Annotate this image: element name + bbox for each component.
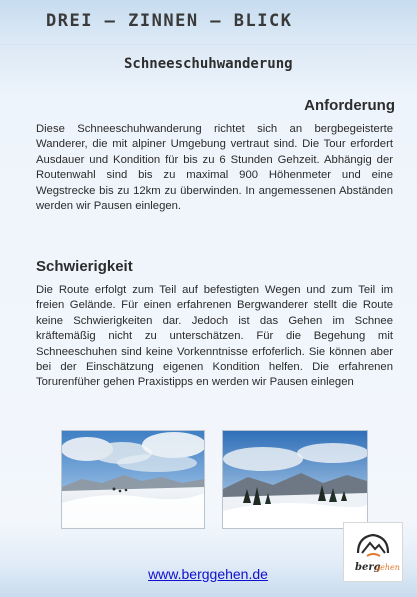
page-subtitle: Schneeschuhwanderung <box>124 56 293 72</box>
logo-text-gehen: gehen <box>375 563 400 572</box>
logo-text-berg: berg <box>355 562 381 573</box>
paragraph-anforderung: Diese Schneeschuhwanderung richtet sich an bergbegeisterte Wanderer, die mit alpiner Umgebung vertraut sind. Die Tour erfordert Ausdauer und Kondition für bis zu 6 Stunden Gehzeit. Abhängig der Routenwahl sind bis zu maximal 900 Höhenmeter und eine Wegstrecke bis zu 12km zu überwinden. In angemessenen Abständen werden wir Pausen einlegen. <box>36 123 393 213</box>
website-link[interactable] <box>0 566 417 582</box>
paragraph-schwierigkeit: Die Route erfolgt zum Teil auf befestigten Wegen und zum Teil im freien Gelände. Für einen erfahrenen Bergwanderer stellt die Route keine Schwierigkeiten dar. Jedoch ist das Gehen im Schnee kräftemäßig nicht zu unterschätzen. Für die Begehung mit Schneeschuhen sind keine Vorkenntnisse erfoferlich. Sie können aber bei der Einschätzung eigenen Kondition helfen. Die erfahrenen Torurenfüher gehen Praxistipps en werden wir Pausen einlegen <box>36 284 393 389</box>
brand-title: DREI – ZINNEN – BLICK <box>46 11 293 31</box>
heading-anforderung: Anforderung <box>304 97 395 114</box>
photo-snowy-slope <box>61 430 205 529</box>
photo-snowy-forest <box>222 430 368 529</box>
heading-schwierigkeit: Schwierigkeit <box>36 258 133 275</box>
website-link-text[interactable]: www.berggehen.de <box>148 566 268 582</box>
